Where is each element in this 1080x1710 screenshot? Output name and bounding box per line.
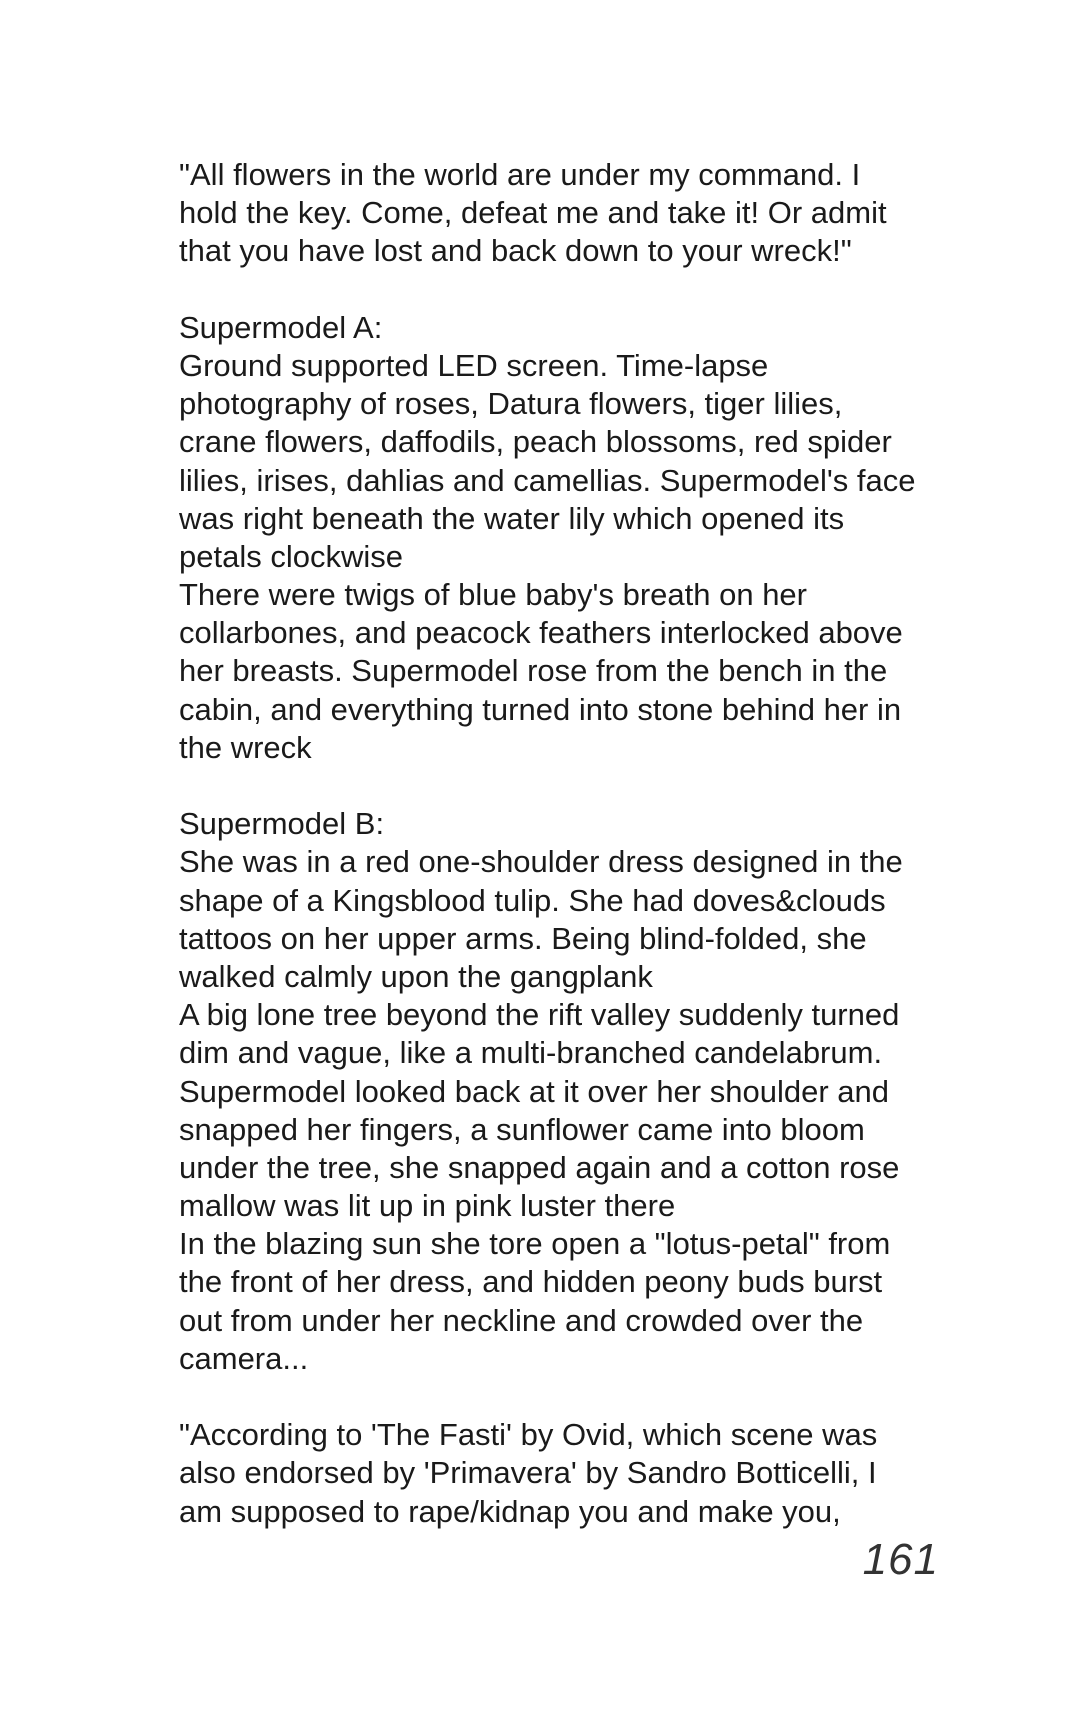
text-line: hold the key. Come, defeat me and take it! Or admit <box>179 195 887 231</box>
text-line: petals clockwise <box>179 538 403 574</box>
text-line: the wreck <box>179 729 312 765</box>
text-line: under the tree, she snapped again and a cotton rose <box>179 1149 900 1185</box>
section-heading: Supermodel B: <box>179 806 385 842</box>
page-number: 161 <box>862 1535 939 1584</box>
paragraph-opening-quote <box>179 156 954 271</box>
text-line: mallow was lit up in pink luster there <box>179 1188 676 1224</box>
text-line: photography of roses, Datura flowers, tiger lilies, <box>179 386 843 422</box>
text-line: that you have lost and back down to your wreck!" <box>179 233 852 269</box>
text-line: shape of a Kingsblood tulip. She had doves&clouds <box>179 882 886 918</box>
text-line: There were twigs of blue baby's breath on her <box>179 577 807 613</box>
page-body-text <box>179 156 954 1531</box>
text-line: She was in a red one-shoulder dress designed in the <box>179 844 903 880</box>
text-line: collarbones, and peacock feathers interlocked above <box>179 615 903 651</box>
text-line: "According to 'The Fasti' by Ovid, which scene was <box>179 1417 878 1453</box>
text-line: A big lone tree beyond the rift valley suddenly turned <box>179 997 900 1033</box>
text-line: lilies, irises, dahlias and camellias. Supermodel's face <box>179 462 916 498</box>
text-line: dim and vague, like a multi-branched candelabrum. <box>179 1035 883 1071</box>
paragraph-supermodel-a <box>179 309 954 767</box>
text-line: Supermodel looked back at it over her shoulder and <box>179 1073 889 1109</box>
text-line: Ground supported LED screen. Time-lapse <box>179 347 769 383</box>
text-line: snapped her fingers, a sunflower came into bloom <box>179 1111 865 1147</box>
text-line: was right beneath the water lily which opened its <box>179 500 845 536</box>
paragraph-gap <box>179 271 954 309</box>
text-line: walked calmly upon the gangplank <box>179 958 653 994</box>
text-line: out from under her neckline and crowded over the <box>179 1302 864 1338</box>
paragraph-gap <box>179 767 954 805</box>
text-line: her breasts. Supermodel rose from the bench in the <box>179 653 888 689</box>
text-line: cabin, and everything turned into stone behind her in <box>179 691 902 727</box>
text-line: am supposed to rape/kidnap you and make you, <box>179 1493 841 1529</box>
text-line: the front of her dress, and hidden peony buds burst <box>179 1264 883 1300</box>
text-line: camera... <box>179 1340 309 1376</box>
paragraph-supermodel-b <box>179 805 954 1378</box>
text-line: In the blazing sun she tore open a "lotus-petal" from <box>179 1226 891 1262</box>
section-heading: Supermodel A: <box>179 309 383 345</box>
paragraph-gap <box>179 1378 954 1416</box>
paragraph-closing-quote <box>179 1416 954 1531</box>
text-line: tattoos on her upper arms. Being blind-folded, she <box>179 920 867 956</box>
text-line: crane flowers, daffodils, peach blossoms, red spider <box>179 424 892 460</box>
text-line: "All flowers in the world are under my command. I <box>179 157 861 192</box>
text-line: also endorsed by 'Primavera' by Sandro Botticelli, I <box>179 1455 877 1491</box>
